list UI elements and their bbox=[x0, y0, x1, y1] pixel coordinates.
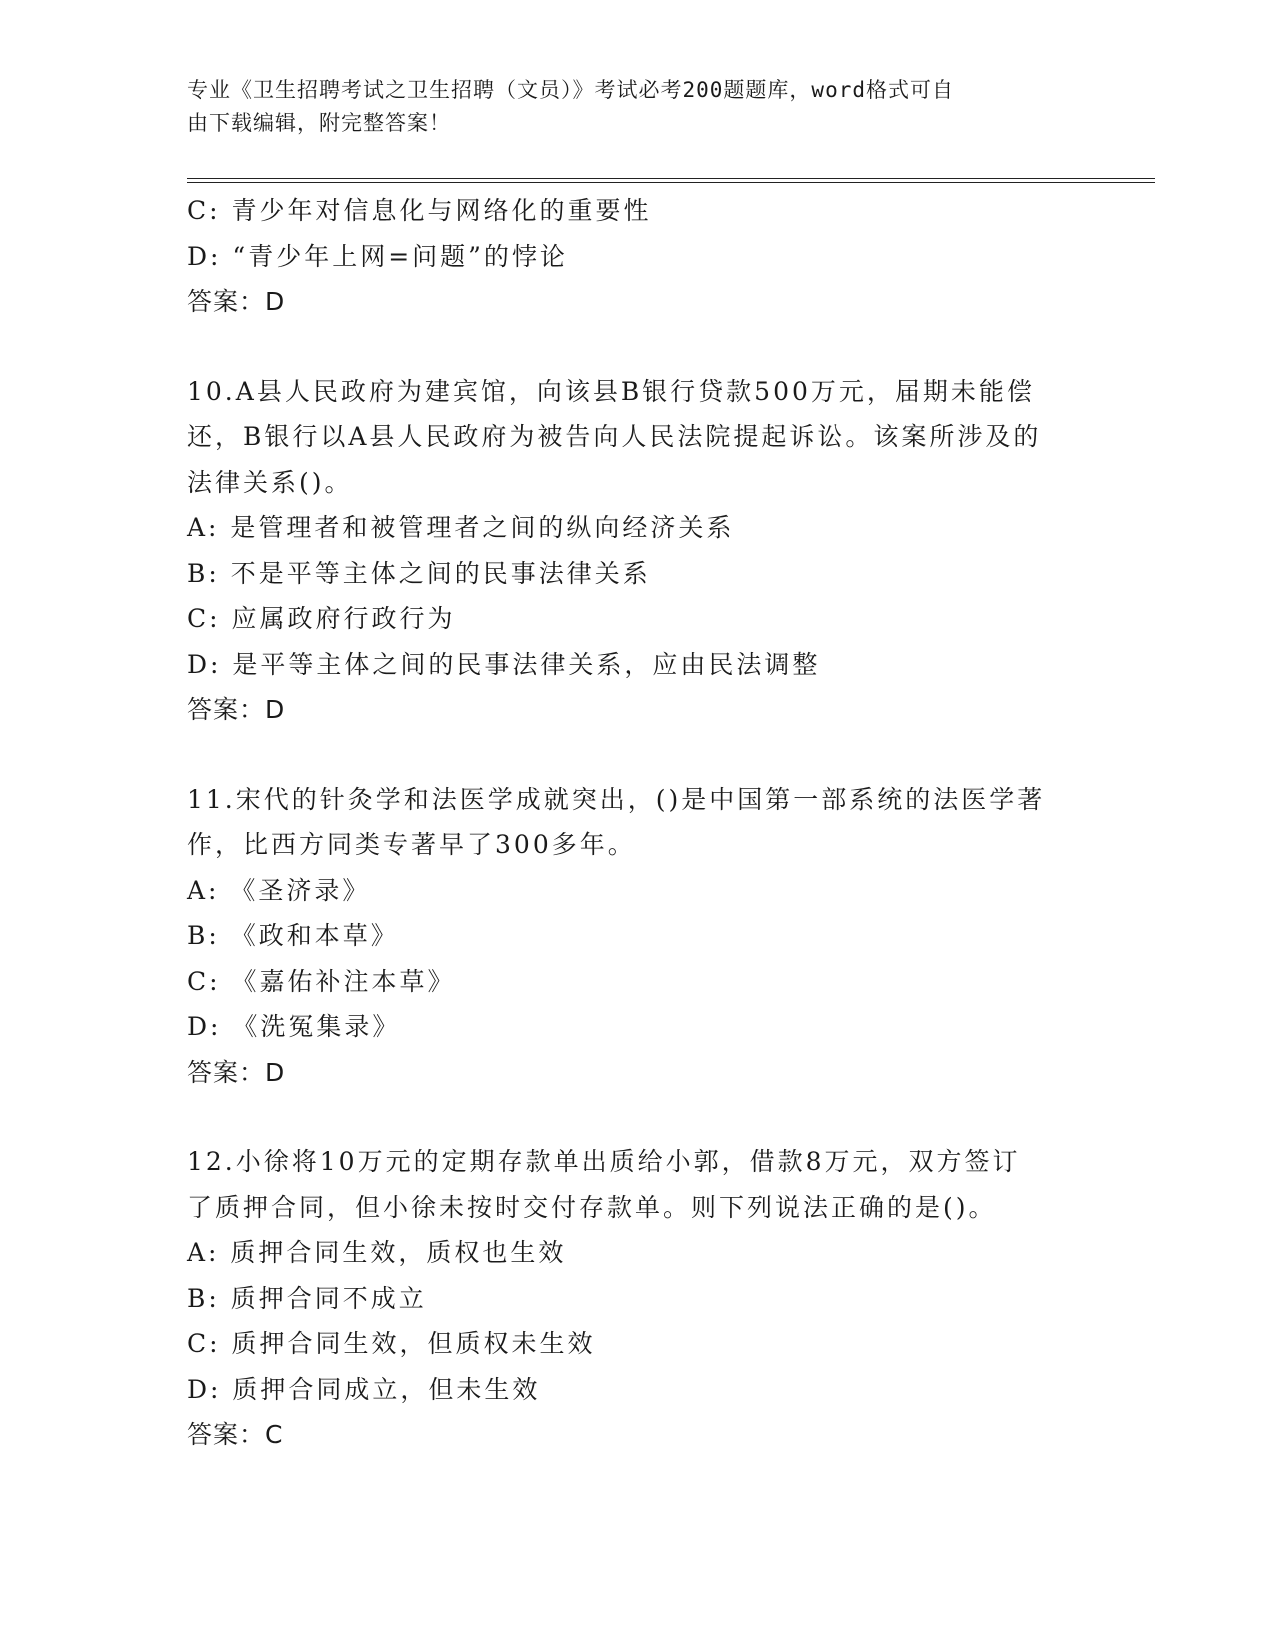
question-stem-line: 11.宋代的针灸学和法医学成就突出，()是中国第一部系统的法医学著 bbox=[187, 784, 1046, 814]
document-body bbox=[187, 188, 1087, 1458]
header-divider bbox=[187, 178, 1155, 183]
option-c: C: 应属政府行政行为 bbox=[187, 604, 456, 633]
question-stem-line: 作，比西方同类专著早了300多年。 bbox=[187, 830, 636, 859]
header-title-line-1: 专业《卫生招聘考试之卫生招聘（文员）》考试必考200题题库，word格式可自 bbox=[187, 78, 954, 102]
question-stem-line: 10.A县人民政府为建宾馆，向该县B银行贷款500万元，届期未能偿 bbox=[187, 376, 1035, 406]
continued-question bbox=[187, 188, 1087, 325]
question-stem-line: 12.小徐将10万元的定期存款单出质给小郭，借款8万元，双方签订 bbox=[187, 1147, 1021, 1176]
answer-line: 答案：D bbox=[187, 287, 286, 316]
option-d: D: 是平等主体之间的民事法律关系，应由民法调整 bbox=[187, 649, 821, 679]
option-d: D: 质押合同成立，但未生效 bbox=[187, 1374, 541, 1404]
option-a: A: 质押合同生效，质权也生效 bbox=[187, 1238, 567, 1267]
answer-line: 答案：D bbox=[187, 1057, 286, 1087]
option-a: A: 是管理者和被管理者之间的纵向经济关系 bbox=[187, 513, 735, 542]
question-11 bbox=[187, 777, 1087, 1096]
answer-line: 答案：D bbox=[187, 695, 286, 724]
option-b: B: 《政和本草》 bbox=[187, 921, 399, 950]
option-b: B: 质押合同不成立 bbox=[187, 1283, 427, 1313]
option-d: D: 《洗冤集录》 bbox=[187, 1012, 401, 1041]
option-a: A: 《圣济录》 bbox=[187, 875, 371, 905]
header-title-line-2: 由下载编辑，附完整答案！ bbox=[187, 111, 451, 135]
option-c: C: 《嘉佑补注本草》 bbox=[187, 966, 456, 996]
question-12 bbox=[187, 1139, 1087, 1458]
option-b: B: 不是平等主体之间的民事法律关系 bbox=[187, 558, 651, 588]
question-stem-line: 了质押合同，但小徐未按时交付存款单。则下列说法正确的是()。 bbox=[187, 1192, 997, 1222]
question-stem-line: 法律关系()。 bbox=[187, 467, 353, 497]
question-stem-line: 还，B银行以A县人民政府为被告向人民法院提起诉讼。该案所涉及的 bbox=[187, 422, 1042, 451]
document-header bbox=[187, 74, 1067, 140]
question-10 bbox=[187, 369, 1087, 733]
option-c: C: 质押合同生效，但质权未生效 bbox=[187, 1329, 596, 1358]
option-c: C: 青少年对信息化与网络化的重要性 bbox=[187, 196, 652, 225]
option-d: D: “青少年上网=问题”的悖论 bbox=[187, 241, 568, 271]
answer-line: 答案：C bbox=[187, 1420, 284, 1449]
